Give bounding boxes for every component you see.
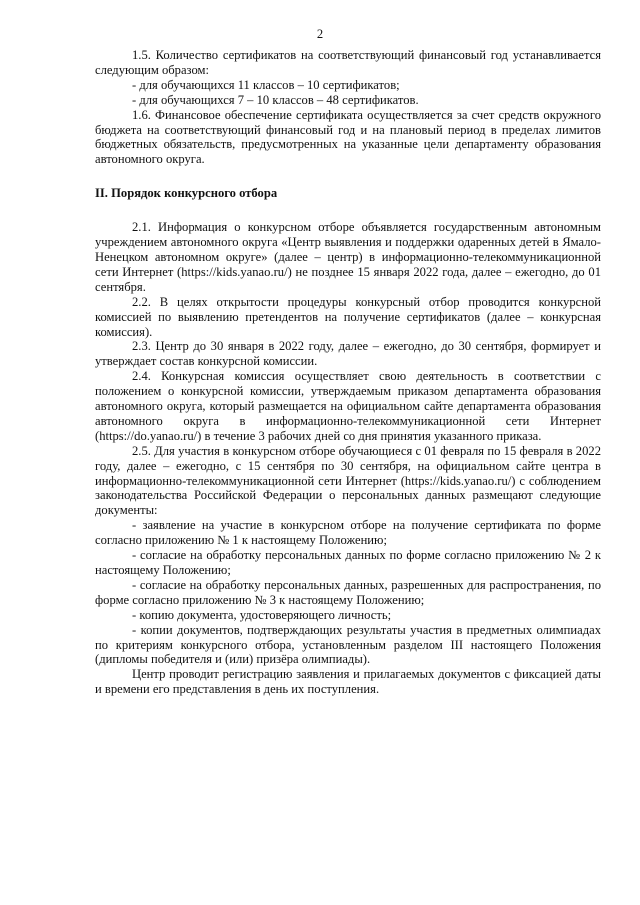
- paragraph-2-4: 2.4. Конкурсная комиссия осуществляет свою деятельность в соответствии с положением о конкурсной комиссии, утверждаемым приказом департамента образования автономного округа, который размещается на официальном сайте департамента образования автономного округа в информационно-телекоммуникационной сети Интернет (https://do.yanao.ru/) в течение 3 рабочих дней со дня принятия указанного приказа.: [95, 369, 601, 443]
- document-item-consent-processing: - согласие на обработку персональных данных по форме согласно приложению № 2 к настоящему Положению;: [95, 548, 601, 577]
- closing-paragraph: Центр проводит регистрацию заявления и прилагаемых документов с фиксацией даты и времени его представления в день их поступления.: [95, 667, 601, 697]
- document-body: [95, 48, 601, 697]
- paragraph-2-2: 2.2. В целях открытости процедуры конкурсный отбор проводится конкурсной комиссией по выявлению претендентов на получение сертификатов (далее – конкурсная комиссия).: [95, 294, 601, 339]
- section-heading: II. Порядок конкурсного отбора: [95, 186, 278, 201]
- paragraph-2-1: 2.1. Информация о конкурсном отборе объявляется государственным автономным учреждением автономного округа «Центр выявления и поддержки одаренных детей в Ямало-Ненецком автономном округе» (далее – центр) в информационно-телекоммуникационной сети Интернет (https://kids.yanao.ru/) не позднее 15 января 2022 года, далее – ежегодно, до 01 сентября.: [95, 220, 601, 294]
- list-item-grade-11: - для обучающихся 11 классов – 10 сертификатов;: [132, 77, 400, 92]
- document-item-application: - заявление на участие в конкурсном отборе на получение сертификата по форме согласно приложению № 1 к настоящему Положению;: [95, 518, 601, 548]
- paragraph-1-6: 1.6. Финансовое обеспечение сертификата осуществляется за счет средств окружного бюджета на соответствующий финансовый год и на плановый период в пределах лимитов бюджетных обязательств, предусмотренных на указанные цели департаменту образования автономного округа.: [95, 107, 601, 167]
- paragraph-2-3: 2.3. Центр до 30 января в 2022 году, далее – ежегодно, до 30 сентября, формирует и утверждает состав конкурсной комиссии.: [95, 339, 601, 369]
- list-item-grade-7-10: - для обучающихся 7 – 10 классов – 48 сертификатов.: [132, 92, 419, 107]
- paragraph-2-5: 2.5. Для участия в конкурсном отборе обучающиеся с 01 февраля по 15 февраля в 2022 году, далее – ежегодно, с 15 сентября по 30 сентября, на официальном сайте центра в информационно-телекоммуникационной сети Интернет (https://kids.yanao.ru/) с соблюдением законодательства Российской Федерации о персональных данных размещают следующие документы:: [95, 443, 601, 518]
- paragraph-1-5: 1.5. Количество сертификатов на соответствующий финансовый год устанавливается следующим образом:: [95, 48, 601, 77]
- document-item-olympiad-results: - копии документов, подтверждающих результаты участия в предметных олимпиадах по критериям конкурсного отбора, установленным разделом III настоящего Положения (дипломы победителя и (или) призёра олимпиады).: [95, 622, 601, 667]
- document-item-consent-distribution: - согласие на обработку персональных данных, разрешенных для распространения, по форме согласно приложению № 3 к настоящему Положению;: [95, 577, 601, 607]
- page-number: 2: [316, 27, 324, 41]
- document-item-id-copy: - копию документа, удостоверяющего личность;: [132, 607, 392, 622]
